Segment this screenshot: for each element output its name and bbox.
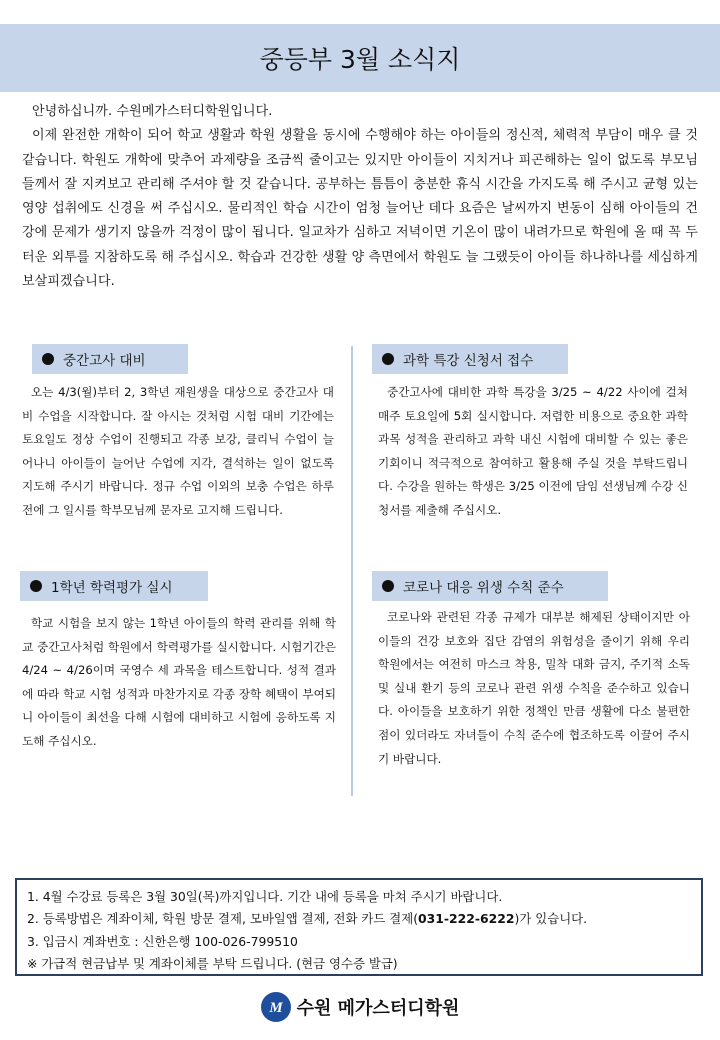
notice-line-2-suffix: )가 있습니다. xyxy=(514,911,588,927)
registration-notice-box xyxy=(15,878,703,976)
notice-line-3: 3. 입금시 계좌번호 : 신한은행 100-026-799510 xyxy=(27,933,298,949)
page-title: 중등부 3월 소식지 xyxy=(259,45,461,74)
section-header-assessment xyxy=(20,571,208,601)
section-text: 오는 4/3(월)부터 2, 3학년 재원생을 대상으로 중간고사 대비 수업을 시작합니다. 잘 아시는 것처럼 시험 대비 기간에는 토요일도 정상 수업이 진행되고 각종 보강, 클리닉 수업이 늘어나니 아이들이 늘어난 수업에 지각, 결석하는 일이 없도록 지도해 주시기 바랍니다. 정규 수업 이외의 보충 수업은 하루 전에 그 일시를 학부모님께 문자로 고지해 드립니다. xyxy=(22,385,334,517)
bullet-icon xyxy=(382,353,394,365)
section-body-covid xyxy=(378,606,690,771)
column-divider xyxy=(351,346,353,796)
notice-line-4: ※ 가급적 현금납부 및 계좌이체를 부탁 드립니다. (현금 영수증 발급) xyxy=(27,956,398,972)
intro-body: 이제 완전한 개학이 되어 학교 생활과 학원 생활을 동시에 수행해야 하는 아이들의 정신적, 체력적 부담이 매우 클 것 같습니다. 학원도 개학에 맞추어 과제량을 조금씩 줄이고는 있지만 아이들이 지치거나 피곤해하는 일이 없도록 부모님들께서 잘 지켜보고 관리해 주셔야 할 것 같습니다. 공부하는 틈틈이 충분한 휴식 시간을 가지도록 해 주시고 균형 있는 영양 섭취에도 신경을 써 주십시오. 물리적인 학습 시간이 엄청 늘어난 데다 요즘은 날씨까지 변동이 심해 아이들의 건강에 문제가 생기지 않을까 걱정이 많이 됩니다. 일교차가 심하고 저녁이면 기온이 많이 내려가므로 학원에 올 때 꼭 두터운 외투를 지참하도록 해 주십시오. 학습과 건강한 생활 양 측면에서 학원도 늘 그랬듯이 아이들 하나하나를 세심하게 보살피겠습니다. xyxy=(22,128,698,290)
bullet-icon xyxy=(30,580,42,592)
notice-line-2-prefix: 2. 등록방법은 계좌이체, 학원 방문 결제, 모바일앱 결제, 전화 카드 결제( xyxy=(27,911,419,927)
phone-number: 031-222-6222 xyxy=(418,911,515,927)
bullet-icon xyxy=(42,353,54,365)
logo-letter: M xyxy=(268,1000,283,1016)
academy-name: 수원 메가스터디학원 xyxy=(296,998,460,1019)
section-title: 1학년 학력평가 실시 xyxy=(51,580,173,596)
section-title: 코로나 대응 위생 수칙 준수 xyxy=(403,580,564,596)
section-header-midterm xyxy=(32,344,188,374)
megastudy-logo-icon xyxy=(261,992,291,1022)
section-text: 코로나와 관련된 각종 규제가 대부분 해제된 상태이지만 아이들의 건강 보호와 집단 감염의 위험성을 줄이기 위해 우리 학원에서는 여전히 마스크 착용, 밀착 대화 금지, 주기적 소독 및 실내 환기 등의 코로나 관련 위생 수칙을 준수하고 있습니다. 아이들을 보호하기 위한 정책인 만큼 생활에 다소 불편한 점이 있더라도 자녀들이 수칙 준수에 협조하도록 이끌어 주시기 바랍니다. xyxy=(378,610,690,766)
notice-line-1: 1. 4월 수강료 등록은 3월 30일(목)까지입니다. 기간 내에 등록을 마쳐 주시기 바랍니다. xyxy=(27,889,503,904)
section-title: 과학 특강 신청서 접수 xyxy=(403,353,534,369)
notice-line-2 xyxy=(27,908,691,930)
academy-logo xyxy=(0,990,720,1024)
section-header-covid xyxy=(372,571,608,601)
section-text: 중간고사에 대비한 과학 특강을 3/25 ~ 4/22 사이에 걸쳐 매주 토요일에 5회 실시합니다. 저렴한 비용으로 중요한 과학 과목 성적을 관리하고 과학 내신 시험에 대비할 수 있는 좋은 기회이니 적극적으로 참여하고 활용해 주실 것을 부탁드립니다. 수강을 원하는 학생은 3/25 이전에 담임 선생님께 수강 신청서를 제출해 주십시오. xyxy=(378,385,688,517)
section-title: 중간고사 대비 xyxy=(63,353,146,369)
section-body-midterm xyxy=(22,381,334,523)
intro-greeting: 안녕하십니까. 수원메가스터디학원입니다. xyxy=(32,104,273,119)
intro-section xyxy=(22,100,698,294)
section-body-assessment xyxy=(22,612,336,754)
section-header-science xyxy=(372,344,568,374)
newsletter-title-bar xyxy=(0,24,720,92)
bullet-icon xyxy=(382,580,394,592)
section-text: 학교 시험을 보지 않는 1학년 아이들의 학력 관리를 위해 학교 중간고사처럼 학원에서 학력평가를 실시합니다. 시험기간은 4/24 ~ 4/26이며 국영수 세 과목을 테스트합니다. 성적 결과에 따라 학교 시험 성적과 마찬가지로 각종 장학 혜택이 부여되니 아이들이 최선을 다해 시험에 대비하고 시험에 응하도록 지도해 주십시오. xyxy=(22,616,336,748)
section-body-science xyxy=(378,381,688,523)
